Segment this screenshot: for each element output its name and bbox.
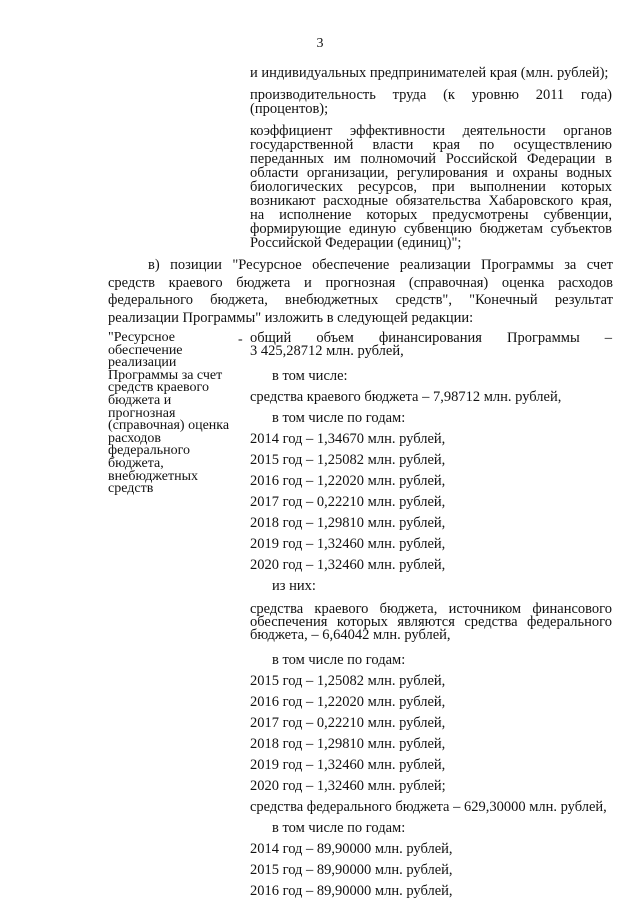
year-line: 2017 год – 0,22210 млн. рублей, (250, 715, 446, 731)
dash-separator: - (238, 332, 243, 347)
year-line: 2019 год – 1,32460 млн. рублей, (250, 757, 446, 773)
year-line: 2014 год – 89,90000 млн. рублей, (250, 841, 453, 857)
total-word: – (604, 330, 612, 346)
total-word: финансирования (378, 330, 482, 346)
year-line: 2015 год – 89,90000 млн. рублей, (250, 862, 453, 878)
intro-text: в) позиции "Ресурсное обеспечение реализации Программы за счет средств краевого бюджета и прогнозная (справочная) оценка расходов федерального бюджета, внебюджетных средств", "Конечный результат реализации Программы" изложить в следующей редакции: (108, 257, 613, 326)
page-number: 3 (316, 36, 324, 51)
year-line: 2014 год – 1,34670 млн. рублей, (250, 431, 446, 447)
subheading: из них: (272, 578, 316, 594)
paragraph: коэффициент эффективности деятельности органов государственной власти края по осуществлению переданных им полномочий Российской Федерации в области организации, регулирования и охраны водных биологических ресурсов, при выполнении которых возникают расходные обязательства Хабаровского края, на исполнение которых предусмотрены субвенции, формирующие единую субвенцию бюджетам субъектов Российской Федерации (единиц)"; (250, 123, 612, 251)
year-line: 2015 год – 1,25082 млн. рублей, (250, 452, 446, 468)
subheading: в том числе по годам: (272, 820, 406, 836)
total-word: объем (316, 330, 354, 346)
regional-total: средства краевого бюджета – 7,98712 млн. рублей, (250, 389, 562, 405)
year-line: 2020 год – 1,32460 млн. рублей, (250, 557, 446, 573)
position-label: "Ресурсное обеспечение реализации Программы за счет средств краевого бюджета и прогнозная (справочная) оценка расходов федерального бюджета, внебюджетных средств (108, 330, 230, 497)
year-line: 2019 год – 1,32460 млн. рублей, (250, 536, 446, 552)
subheading: в том числе по годам: (272, 410, 406, 426)
year-line: 2016 год – 1,22020 млн. рублей, (250, 694, 446, 710)
subheading: в том числе по годам: (272, 652, 406, 668)
top-paragraphs (250, 66, 612, 258)
total-financing (250, 332, 612, 358)
position-value (250, 332, 612, 902)
total-value: 3 425,28712 млн. рублей, (250, 343, 404, 359)
total-word: общий (250, 330, 292, 346)
regional-federal-source: средства краевого бюджета, источником финансового обеспечения которых являются средства федерального бюджета, – 6,64042 млн. рублей, (250, 601, 612, 643)
intro-paragraph (108, 257, 613, 327)
year-line: 2016 год – 89,90000 млн. рублей, (250, 883, 453, 899)
subheading: в том числе: (272, 368, 348, 384)
year-line: 2020 год – 1,32460 млн. рублей; (250, 778, 446, 794)
year-line: 2017 год – 0,22210 млн. рублей, (250, 494, 446, 510)
year-line: 2018 год – 1,29810 млн. рублей, (250, 736, 446, 752)
paragraph: производительность труда (к уровню 2011 года) (процентов); (250, 87, 612, 117)
total-word: Программы (506, 330, 580, 346)
year-line: 2016 год – 1,22020 млн. рублей, (250, 473, 446, 489)
year-line: 2015 год – 1,25082 млн. рублей, (250, 673, 446, 689)
federal-total: средства федерального бюджета – 629,30000 млн. рублей, (250, 799, 607, 815)
year-line: 2018 год – 1,29810 млн. рублей, (250, 515, 446, 531)
paragraph: и индивидуальных предпринимателей края (млн. рублей); (250, 65, 609, 81)
